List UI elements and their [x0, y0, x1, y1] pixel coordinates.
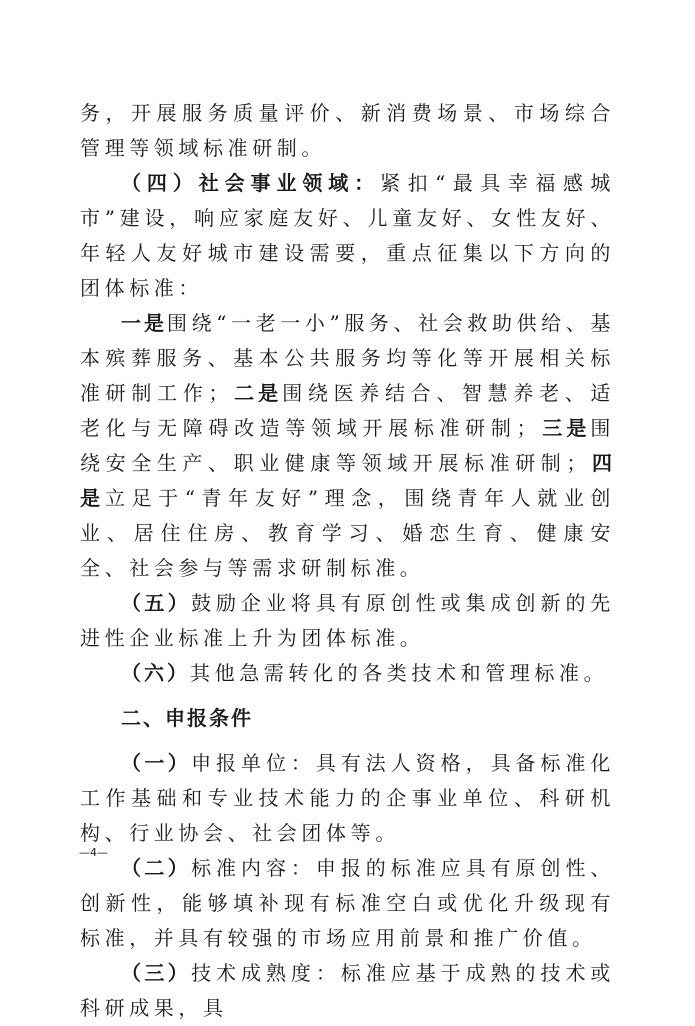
- condition-lead-bold: （一）: [121, 751, 192, 775]
- condition-text: 申报单位：具有法人资格，具备标准化工作基础和专业技术能力的企事业单位、科研机构、行业协会、社会团体等。: [80, 751, 616, 845]
- direction-three-label: 三是: [541, 416, 591, 440]
- condition-text: 技术成熟度：标准应基于成熟的技术或科研成果，具: [80, 961, 616, 1020]
- paragraph-five: [80, 586, 615, 656]
- condition-maturity: [80, 956, 615, 1026]
- paragraph-six: [80, 656, 615, 691]
- paragraph-text: 务，开展服务质量评价、新消费场景、市场综合管理等领域标准研制。: [80, 101, 615, 160]
- direction-four-text: 立足于“青年友好”理念，围绕青年人就业创业、居住住房、教育学习、婚恋生育、健康安全、社会参与等需求研制标准。: [80, 486, 616, 580]
- direction-four-label: 四是: [80, 451, 615, 510]
- paragraph-lead-bold: （五）: [121, 591, 192, 615]
- paragraph-directions: [80, 306, 615, 586]
- document-page: [80, 96, 615, 1026]
- direction-two-label: 二是: [233, 381, 283, 405]
- paragraph-text: 其他急需转化的各类技术和管理标准。: [190, 661, 609, 685]
- direction-one-text: 围绕“一老一小”服务、社会救助供给、基本殡葬服务、基本公共服务均等化等开展相关标准研制工作；: [80, 311, 615, 405]
- condition-content: [80, 851, 615, 956]
- section-heading: 二、申报条件: [121, 706, 253, 730]
- condition-lead-bold: （二）: [121, 856, 192, 880]
- direction-two-text: 围绕医养结合、智慧养老、适老化与无障碍改造等领域开展标准研制；: [80, 381, 615, 440]
- paragraph-continuation: [80, 96, 615, 166]
- page-number: —4—: [79, 846, 108, 859]
- paragraph-lead-bold: （六）: [121, 661, 190, 685]
- paragraph-text: 紧扣“最具幸福感城市”建设，响应家庭友好、儿童友好、女性友好、年轻人友好城市建设需要，重点征集以下方向的团体标准：: [80, 171, 616, 300]
- condition-text: 标准内容：申报的标准应具有原创性、创新性，能够填补现有标准空白或优化升级现有标准，并具有较强的市场应用前景和推广价值。: [80, 856, 616, 950]
- paragraph-lead-bold: （四）社会事业领域：: [121, 171, 381, 195]
- direction-one-label: 一是: [121, 311, 168, 335]
- direction-three-text: 围绕安全生产、职业健康等领域开展标准研制；: [80, 416, 616, 475]
- paragraph-text: 鼓励企业将具有原创性或集成创新的先进性企业标准上升为团体标准。: [80, 591, 616, 650]
- condition-applicant: [80, 746, 615, 851]
- paragraph-social-affairs: [80, 166, 615, 306]
- condition-lead-bold: （三）: [121, 961, 192, 985]
